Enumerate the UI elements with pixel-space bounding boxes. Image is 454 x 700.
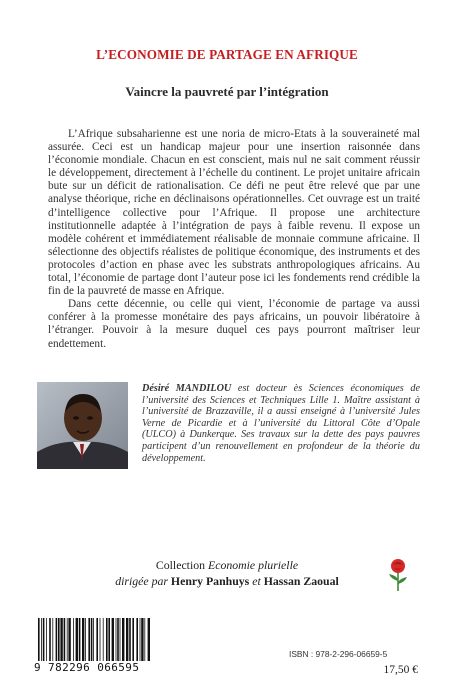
barcode-bar xyxy=(52,618,53,661)
barcode-bar xyxy=(129,618,131,661)
barcode-bar xyxy=(100,618,101,661)
summary-paragraph-1: L’Afrique subsaharienne est une noria de micro-Etats à la souveraineté mal assurée. Ceci est un handicap majeur pour une insertion raisonnée dans l’économie mondiale. Chacun en est conscient, mais nul ne sait comment réussir le développement, directement à l’échelle du continent. Le projet unitaire africain bute sur un déficit de rationalisation. Ce défi ne peut être relevé que par une analyse théorique, riche en déclinaisons opérationnelles. Cet ouvrage est un traité d’intelligence collective pour l’Afrique. Il propose une architecture institutionnelle adaptée à l’intégration de pays à faible revenu. Il expose un modèle cohérent et immédiatement réalisable de monnaie commune africaine. Il sélectionne des objectifs réalistes de politique économique, des instruments et des protocoles d’action en phase avec les substrats anthropologiques africains. Au total, l’économie de partage dont l’auteur pose ici les fondements rend crédible la fin de la pauvreté de masse en Afrique. xyxy=(48,128,420,298)
editor-2: Hassan Zaoual xyxy=(263,574,339,588)
barcode-bar xyxy=(140,618,141,661)
price: 17,50 € xyxy=(383,664,418,676)
isbn-number: ISBN : 978-2-296-06659-5 xyxy=(289,649,388,659)
book-title: L’ECONOMIE DE PARTAGE EN AFRIQUE xyxy=(96,47,358,62)
author-bio xyxy=(142,383,420,464)
barcode-bar xyxy=(58,618,60,661)
barcode-bar xyxy=(85,618,86,661)
barcode-bar xyxy=(68,618,70,661)
directed-by-label: dirigée par xyxy=(115,574,171,588)
barcode-bar xyxy=(112,618,114,661)
collection-name: Economie plurielle xyxy=(208,558,299,572)
barcode-bar xyxy=(120,618,121,661)
editor-1: Henry Panhuys xyxy=(170,574,250,588)
barcode-bar xyxy=(67,618,68,661)
barcode-bar xyxy=(76,618,78,661)
barcode-bar xyxy=(49,618,51,661)
author-portrait-image xyxy=(37,382,128,469)
barcode-bar xyxy=(64,618,66,661)
barcode-bar xyxy=(60,618,62,661)
barcode-bar xyxy=(103,618,104,661)
barcode-digits: 9 782296 066595 xyxy=(34,661,152,674)
barcode-bar xyxy=(73,618,74,661)
rose-logo-icon xyxy=(385,557,411,593)
barcode-bar xyxy=(56,618,58,661)
barcode-bar xyxy=(108,618,110,661)
barcode-bar xyxy=(141,618,143,661)
barcode-bar xyxy=(82,618,84,661)
editor-separator: et xyxy=(249,574,264,588)
barcode-bar xyxy=(79,618,81,661)
barcode-bar xyxy=(88,618,90,661)
barcode-bar xyxy=(136,618,138,661)
barcode-bar xyxy=(117,618,119,661)
author-bio-text: est docteur ès Sciences économiques de l’université des Sciences et Techniques Lille 1. Maître assistant à l’université de Brazzaville, il a aussi enseigné à l’université Jules Verne de Picardie et à l’université du Littoral Côte d’Opale (ULCO) à Dunkerque. Ses travaux sur la dette des pays pauvres participent d’un renouvellement en profondeur de la théorie du développement. xyxy=(142,383,420,464)
barcode-bar xyxy=(96,618,98,661)
barcode-bar xyxy=(46,618,47,661)
back-cover-summary xyxy=(48,128,420,351)
book-subtitle: Vaincre la pauvreté par l’intégration xyxy=(125,84,329,99)
collection-prefix: Collection xyxy=(155,558,208,572)
summary-paragraph-2: Dans cette décennie, ou celle qui vient, l’économie de partage va aussi conférer à la promesse monétaire des pays africains, un pouvoir libératoire à l’étranger. Pouvoir à la mesure duquel ces pays pourront maîtriser leur endettement. xyxy=(48,298,420,350)
author-photo xyxy=(37,382,128,469)
barcode-bar xyxy=(122,618,124,661)
author-name: Désiré MANDILOU xyxy=(142,383,232,394)
barcode-bar xyxy=(106,618,108,661)
barcode-bar xyxy=(126,618,128,661)
barcode-bar xyxy=(116,618,117,661)
barcode-bar xyxy=(132,618,134,661)
